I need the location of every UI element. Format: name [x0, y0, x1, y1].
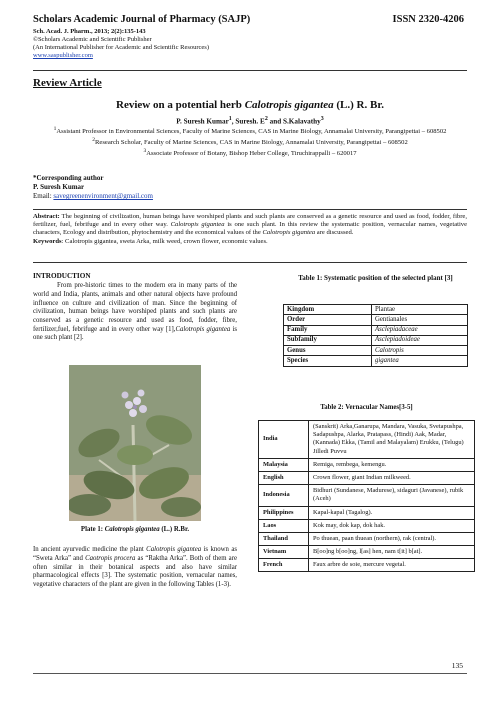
- title-prefix: Review on a potential herb: [116, 99, 245, 111]
- affiliation-1-sup: 1: [53, 126, 57, 132]
- abstract: [33, 209, 467, 263]
- authors: [0, 116, 500, 126]
- email-label: Email:: [33, 192, 54, 201]
- table-row: [259, 471, 475, 484]
- plate-caption: [33, 526, 237, 534]
- table-cell-value: Po thuean, paan thuean (northern), rak (central).: [309, 532, 475, 545]
- keywords: [33, 238, 467, 246]
- affiliation-1: [40, 126, 460, 137]
- table-row: [259, 506, 475, 519]
- table-cell-value: Asclepiadoideae: [372, 335, 468, 345]
- author-3-sup: 3: [320, 116, 324, 122]
- keywords-text: : Calotropis gigantea, sweta Arka, milk weed, crown flower, economic values.: [61, 237, 268, 245]
- introduction-text: [33, 282, 237, 343]
- table-cell-value: Bidhuri (Sundanese, Madurese), sidaguri (Javanese), rubik (Aceh): [309, 485, 475, 506]
- author-1: P. Suresh Kumar: [176, 117, 229, 126]
- table-cell-key: Thailand: [259, 532, 309, 545]
- article-type: Review Article: [33, 77, 102, 89]
- plate-suffix: (L.) R.Br.: [159, 526, 190, 533]
- table-cell-key: Species: [284, 356, 372, 366]
- table-cell-value: Remiga, rembega, kemengu.: [309, 458, 475, 471]
- plant-photo: [69, 365, 201, 521]
- table-row: [284, 325, 468, 335]
- website-link[interactable]: www.saspublisher.com: [33, 52, 93, 60]
- table-cell-key: English: [259, 471, 309, 484]
- table-cell-value: Plantae: [372, 305, 468, 315]
- table-cell-value: Kapal-kapal (Tagalog).: [309, 506, 475, 519]
- table-row: [284, 346, 468, 356]
- title-suffix: (L.) R. Br.: [333, 99, 384, 111]
- table-cell-value: Faux arbre de soie, mercure vegetal.: [309, 559, 475, 572]
- page-number: 135: [451, 661, 463, 670]
- abstract-text: [33, 213, 467, 238]
- footer-rule: [33, 673, 467, 674]
- table-row: [259, 485, 475, 506]
- table2-caption: Table 2: Vernacular Names[3-5]: [320, 404, 413, 411]
- table-cell-key: Order: [284, 315, 372, 325]
- keywords-label: Keywords: [33, 237, 62, 245]
- abstract-species-2: Calotropis gigantea: [262, 229, 316, 237]
- abstract-part-c: are discussed.: [315, 229, 354, 237]
- table-cell-key: Kingdom: [284, 305, 372, 315]
- author-1-sup: 1: [228, 116, 232, 122]
- table-cell-key: Malaysia: [259, 458, 309, 471]
- table-row: [259, 519, 475, 532]
- table-cell-key: Vietnam: [259, 546, 309, 559]
- para2-part-1: In ancient ayurvedic medicine the plant: [33, 546, 147, 553]
- table-cell-value: (Sanskrit) Arka,Ganarupa, Mandara, Vasuka, Svetapushpa, Sadapushpa, Alarka, Pratapass, (Hindi) Aak, Madar, (Kannada) Ekka, (Tamil and Malayalam) Erukku, (Telugu) Jilledi Puvvu: [309, 421, 475, 459]
- table-cell-key: India: [259, 421, 309, 459]
- systematic-position-table: [283, 304, 468, 367]
- corresponding-label: *Corresponding author: [33, 174, 104, 182]
- email-link[interactable]: savegreenenvironment@gmail.com: [53, 192, 153, 201]
- title-species: Calotropis gigantea: [244, 99, 334, 111]
- author-3: and S.Kalavathy: [267, 117, 321, 126]
- citation: Sch. Acad. J. Pharm., 2013; 2(2):135-143: [33, 28, 146, 35]
- intro-part-a: From pre-historic times to the modern era in many parts of the world and India, plants, animals and other natural objects have profound influence on culture and civilization of man. Since the beginning of civilization, human beings have worshiped plants and such plants are conserved as a genetic resource and used as food, fodder, fibre, fertilizer,fuel, febrifuge and in every other way [1],: [33, 282, 237, 333]
- plate-label: Plate 1:: [80, 526, 105, 533]
- introduction-heading: INTRODUCTION: [33, 272, 91, 280]
- table-cell-value: gigantea: [372, 356, 468, 366]
- table-row: [259, 421, 475, 459]
- corresponding-name: P. Suresh Kumar: [33, 183, 85, 192]
- corresponding-author: [33, 174, 153, 202]
- table-row: [259, 559, 475, 572]
- table-row: [259, 532, 475, 545]
- table-row: [284, 335, 468, 345]
- vernacular-names-table: [258, 420, 475, 572]
- table-row: [259, 458, 475, 471]
- table1-caption: Table 1: Systematic position of the selected plant [3]: [298, 274, 453, 282]
- intro-part-b: is one such plant [2].: [33, 325, 237, 342]
- para2-species-2: Caotropis procera: [85, 554, 136, 562]
- table-row: [259, 546, 475, 559]
- introduction: [33, 272, 237, 343]
- affiliation-3: [40, 148, 460, 159]
- table-cell-value: Kok may, dok kap, dok hak.: [309, 519, 475, 532]
- article-title: [0, 99, 500, 112]
- publisher: (An International Publisher for Academic and Scientific Resources): [33, 44, 209, 52]
- header-rule: [33, 70, 467, 71]
- abstract-part-a: The beginning of civilization, human beings have worshiped plants and such plants are conserved as a genetic resource and used as food, fodder, fibre, fertilizer, fuel, febrifuge and in every other way.: [33, 213, 467, 229]
- affiliation-2-text: Research Scholar, Faculty of Marine Sciences, CAS in Marine Biology, Annamalai University, Parangipettai – 608502: [95, 138, 408, 146]
- table-cell-key: Genus: [284, 346, 372, 356]
- table-row: [284, 356, 468, 366]
- plant-photo-illustration: [69, 365, 201, 521]
- plate-species: Calotropis gigantea: [104, 526, 160, 533]
- affiliation-1-text: Assistant Professor in Environmental Sciences, Faculty of Marine Sciences, CAS in Marine Biology, Annamalai University, Parangipettai – 608502: [56, 128, 447, 136]
- journal-title: Scholars Academic Journal of Pharmacy (SAJP): [33, 14, 251, 25]
- para2-species-1: Calotropis gigantea: [146, 546, 202, 553]
- table-row: [284, 315, 468, 325]
- table-cell-value: Asclepiadaceae: [372, 325, 468, 335]
- author-2: , Suresh. E: [231, 117, 265, 126]
- table-cell-value: B[oo]ng b[oo]ng, l[as] hen, nam t[it] b[at].: [309, 546, 475, 559]
- para2-part-2: is known as “Sweta Arka” and: [33, 546, 237, 562]
- affiliation-2: [40, 137, 460, 148]
- affiliation-3-text: Associate Professor of Botany, Bishop Heber College, Tiruchirappalli – 620017: [146, 149, 357, 157]
- table-row: [284, 305, 468, 315]
- abstract-label: Abstract:: [33, 213, 60, 220]
- affiliations: [40, 126, 460, 158]
- table-cell-key: Laos: [259, 519, 309, 532]
- affiliation-2-sup: 2: [92, 136, 95, 143]
- issn: ISSN 2320-4206: [392, 14, 464, 25]
- table-cell-value: Gentianales: [372, 315, 468, 325]
- table-cell-key: Subfamily: [284, 335, 372, 345]
- intro-species: Calotropis gigantea: [175, 325, 231, 333]
- table-cell-key: French: [259, 559, 309, 572]
- table-cell-key: Indonesia: [259, 485, 309, 506]
- table-cell-value: Calotropis: [372, 346, 468, 356]
- table-cell-key: Philippines: [259, 506, 309, 519]
- abstract-part-b: is one such plant. In this review the systematic position, vernacular names, vegetative characters, Ecology and distribution, phytochemistry and the economical values of the: [33, 221, 468, 237]
- abstract-species: Calotropis gigantea: [170, 221, 225, 229]
- author-2-sup: 2: [264, 116, 268, 122]
- affiliation-3-sup: 3: [143, 147, 147, 154]
- table-cell-value: Crown flower, giant Indian milkweed.: [309, 471, 475, 484]
- copyright: ©Scholars Academic and Scientific Publisher: [33, 36, 152, 44]
- journal-meta: [33, 28, 333, 61]
- corresponding-email: [33, 192, 153, 201]
- table-cell-key: Family: [284, 325, 372, 335]
- para2-part-3: as “Raktha Arka”. Both of them are often similar in their botanical aspects and also have similar pharmacological effects [3]. The systematic position, vernacular names, vegetative characters of the plant are given in the following Tables (1-3).: [33, 554, 237, 589]
- ayurvedic-paragraph: [33, 546, 237, 590]
